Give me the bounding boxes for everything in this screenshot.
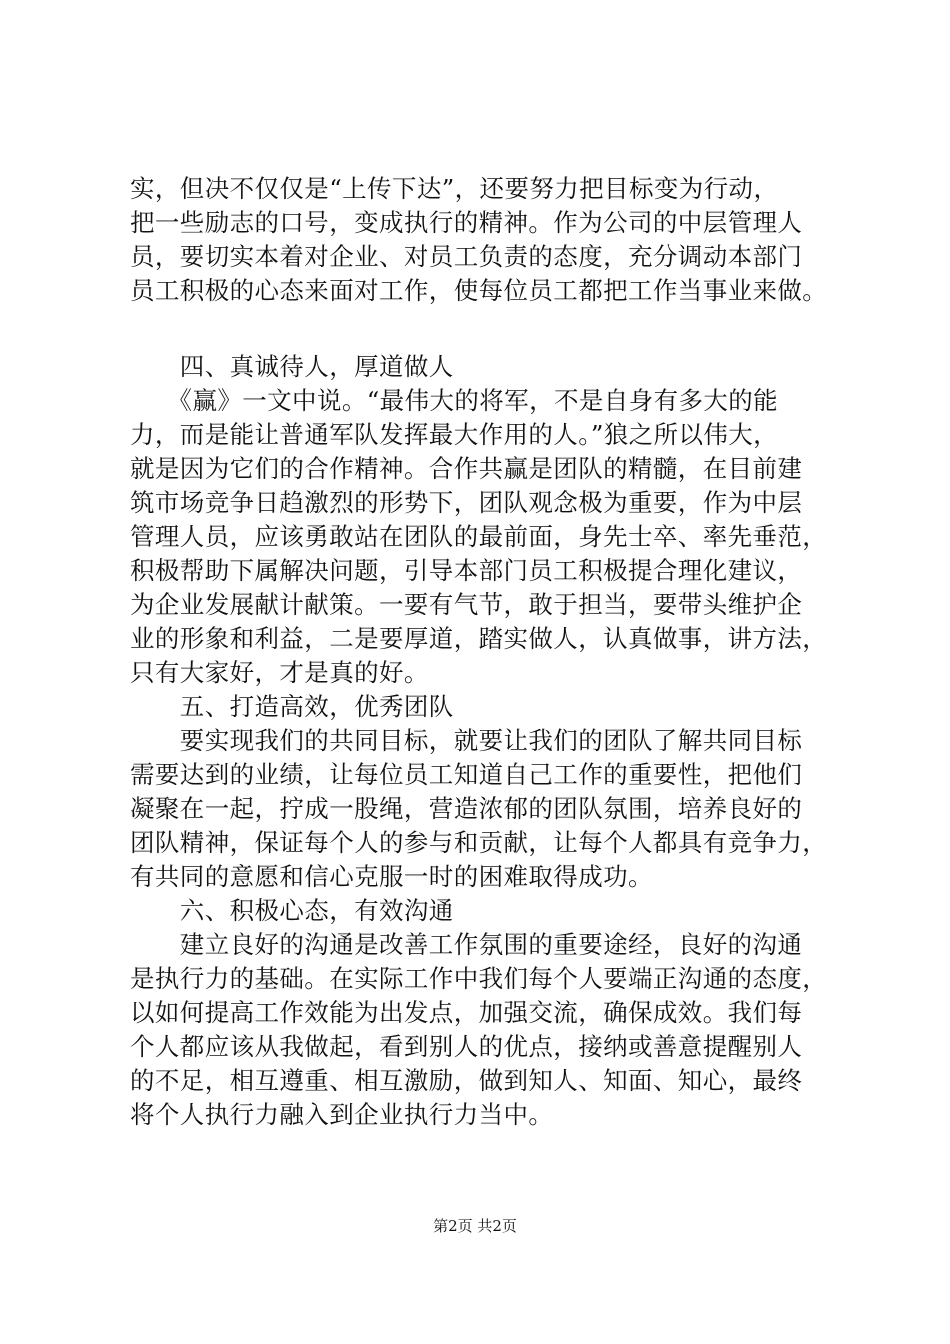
text-line: 《赢》一文中说。“最伟大的将军，不是自身有多大的能 (130, 386, 779, 415)
paragraph-gap (130, 308, 860, 350)
text-line: 为企业发展献计献策。一要有气节，敢于担当，要带头维护企 (130, 590, 803, 619)
text-line: 就是因为它们的合作精神。合作共赢是团队的精髓，在目前建 (130, 454, 803, 483)
text-line: 筑市场竞争日趋激烈的形势下，团队观念极为重要，作为中层 (130, 488, 803, 517)
text-line: 业的形象和利益，二是要厚道，踏实做人，认真做事，讲方法， (130, 624, 828, 653)
text-line: 把一些励志的口号，变成执行的精神。作为公司的中层管理人 (130, 208, 803, 237)
text-line: 有共同的意愿和信心克服一时的困难取得成功。 (130, 862, 653, 891)
text-line: 员工积极的心态来面对工作，使每位员工都把工作当事业来做。 (130, 276, 828, 305)
text-line: 管理人员，应该勇敢站在团队的最前面，身先士卒、率先垂范， (130, 522, 828, 551)
text-line: 建立良好的沟通是改善工作氛围的重要途经，良好的沟通 (130, 930, 803, 959)
section-heading-4: 四、真诚待人，厚道做人 (130, 352, 454, 381)
text-line: 需要达到的业绩，让每位员工知道自己工作的重要性，把他们 (130, 760, 803, 789)
page-indicator: 第2页 共2页 (433, 1217, 517, 1235)
text-line: 将个人执行力融入到企业执行力当中。 (130, 1100, 554, 1129)
section-heading-6: 六、积极心态，有效沟通 (130, 896, 454, 925)
text-line: 要实现我们的共同目标，就要让我们的团队了解共同目标 (130, 726, 803, 755)
document-body (130, 172, 860, 1132)
text-line: 个人都应该从我做起，看到别人的优点，接纳或善意提醒别人 (130, 1032, 803, 1061)
text-line: 力，而是能让普通军队发挥最大作用的人。”狼之所以伟大， (130, 420, 779, 449)
text-line: 凝聚在一起，拧成一股绳，营造浓郁的团队氛围，培养良好的 (130, 794, 803, 823)
text-line: 实，但决不仅仅是“上传下达”，还要努力把目标变为行动， (130, 174, 779, 203)
text-line: 员，要切实本着对企业、对员工负责的态度，充分调动本部门 (130, 242, 803, 271)
text-line: 以如何提高工作效能为出发点，加强交流，确保成效。我们每 (130, 998, 803, 1027)
text-line: 是执行力的基础。在实际工作中我们每个人要端正沟通的态度， (130, 964, 828, 993)
text-line: 只有大家好，才是真的好。 (130, 658, 429, 687)
section-heading-5: 五、打造高效，优秀团队 (130, 692, 454, 721)
text-line: 团队精神，保证每个人的参与和贡献，让每个人都具有竞争力， (130, 828, 828, 857)
page-footer (0, 1216, 950, 1236)
text-line: 积极帮助下属解决问题，引导本部门员工积极提合理化建议， (130, 556, 803, 585)
text-line: 的不足，相互遵重、相互激励，做到知人、知面、知心，最终 (130, 1066, 803, 1095)
